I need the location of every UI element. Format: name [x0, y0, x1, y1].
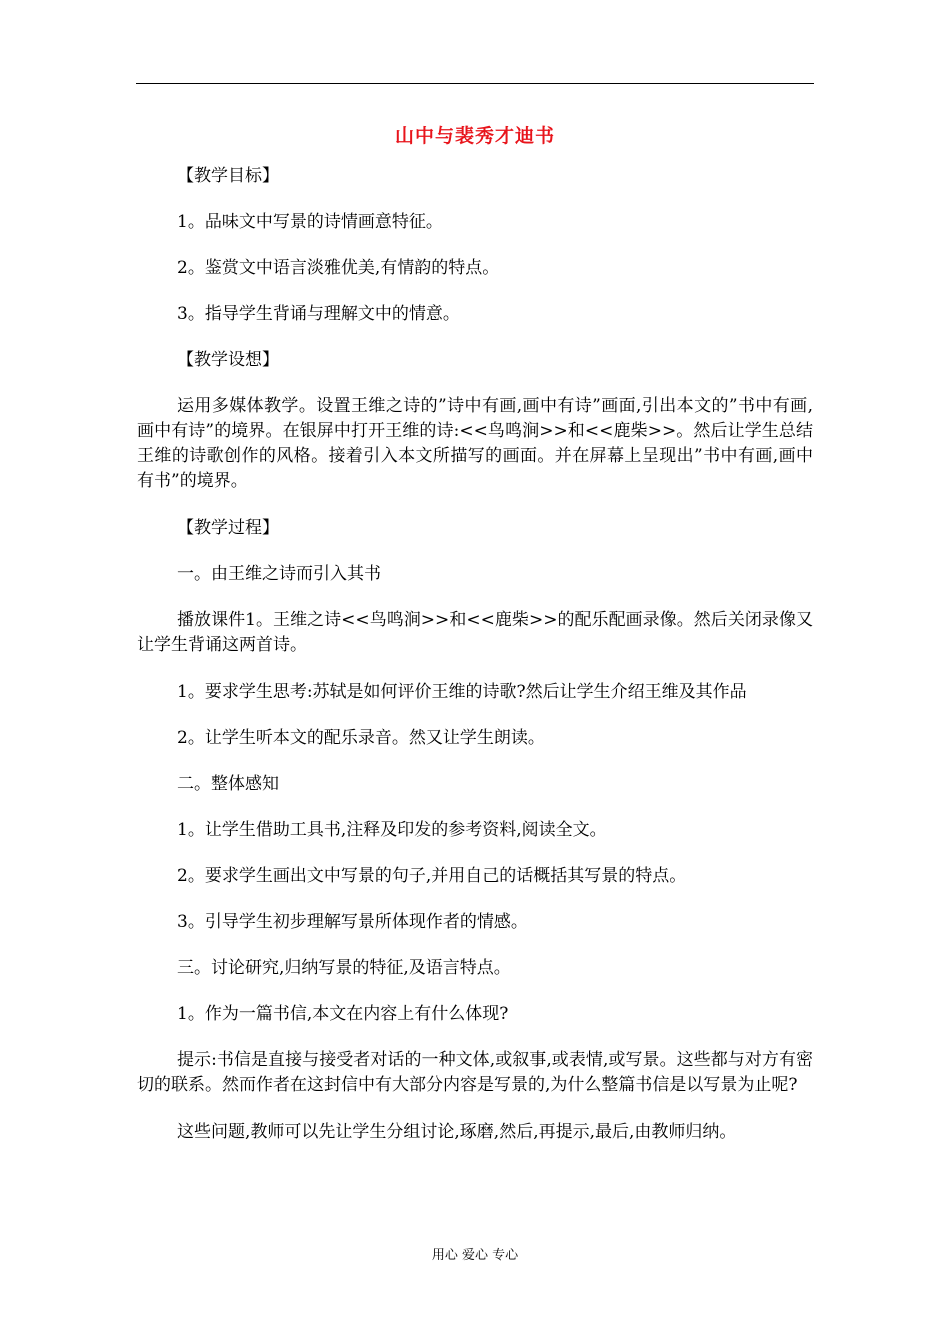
process-item: 1。作为一篇书信,本文在内容上有什么体现?: [177, 1004, 509, 1024]
process-paragraph: 这些问题,教师可以先让学生分组讨论,琢磨,然后,再提示,最后,由教师归纳。: [177, 1122, 737, 1142]
section-heading-process: 【教学过程】: [177, 518, 279, 538]
objective-item: 1。品味文中写景的诗情画意特征。: [177, 212, 443, 232]
document-body: [137, 118, 813, 1166]
objective-item: 2。鉴赏文中语言淡雅优美,有情韵的特点。: [177, 258, 500, 278]
document-title: 山中与裴秀才迪书: [394, 125, 555, 147]
design-paragraph: 运用多媒体教学。设置王维之诗的”诗中有画,画中有诗”画面,引出本文的”书中有画,画中有诗”的境界。在银屏中打开王维的诗:<<鸟鸣涧>>和<<鹿柴>>。然后让学生总结王维的诗歌创作的风格。接着引入本文所描写的画面。并在屏幕上呈现出”书中有画,画中有书”的境界。: [137, 396, 813, 491]
process-step-heading: 一。由王维之诗而引入其书: [177, 564, 381, 584]
hint-paragraph: 提示:书信是直接与接受者对话的一种文体,或叙事,或表情,或写景。这些都与对方有密切的联系。然而作者在这封信中有大部分内容是写景的,为什么整篇书信是以写景为止呢?: [137, 1050, 813, 1095]
page-footer: 用心 爱心 专心: [431, 1248, 519, 1263]
objective-item: 3。指导学生背诵与理解文中的情意。: [177, 304, 460, 324]
process-step-heading: 三。讨论研究,归纳写景的特征,及语言特点。: [177, 958, 511, 978]
process-item: 3。引导学生初步理解写景所体现作者的情感。: [177, 912, 528, 932]
process-item: 1。要求学生思考:苏轼是如何评价王维的诗歌?然后让学生介绍王维及其作品: [177, 682, 747, 702]
process-item: 1。让学生借助工具书,注释及印发的参考资料,阅读全文。: [177, 820, 607, 840]
process-item: 2。让学生听本文的配乐录音。然又让学生朗读。: [177, 728, 545, 748]
section-heading-objectives: 【教学目标】: [177, 166, 279, 186]
process-paragraph: 播放课件1。王维之诗<<鸟鸣涧>>和<<鹿柴>>的配乐配画录像。然后关闭录像又让学生背诵这两首诗。: [137, 610, 813, 655]
header-rule: [136, 83, 814, 84]
process-item: 2。要求学生画出文中写景的句子,并用自己的话概括其写景的特点。: [177, 866, 687, 886]
process-step-heading: 二。整体感知: [177, 774, 279, 794]
section-heading-design: 【教学设想】: [177, 350, 279, 370]
